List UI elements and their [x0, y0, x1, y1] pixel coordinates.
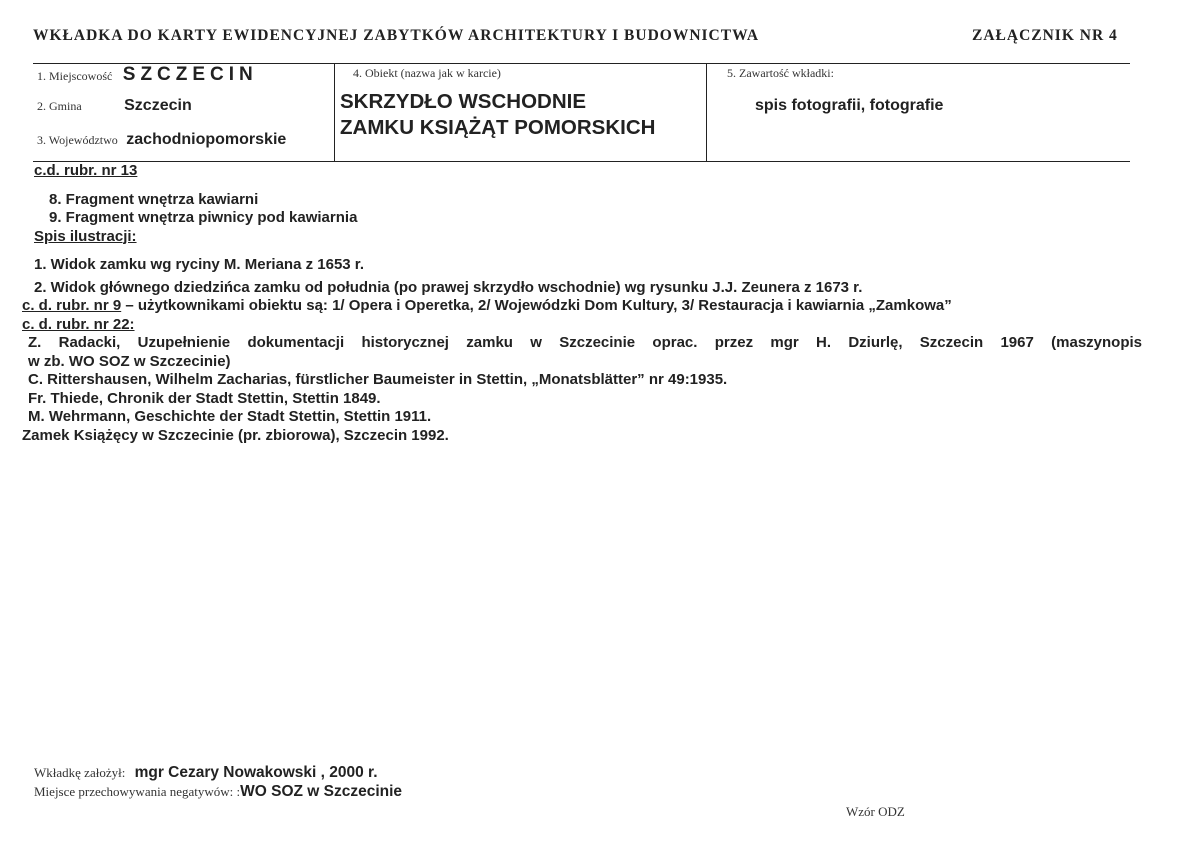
bibliography-item: Fr. Thiede, Chronik der Stadt Stettin, Stettin 1849.: [28, 389, 381, 407]
locality-field: [37, 64, 258, 86]
commune-label: 2. Gmina: [37, 99, 82, 113]
object-label: 4. Obiekt (nazwa jak w karcie): [353, 66, 501, 80]
template-code: Wzór ODZ: [846, 804, 905, 819]
bibliography-item: M. Wehrmann, Geschichte der Stadt Stettin, Stettin 1911.: [28, 408, 432, 425]
column-divider-2: [706, 63, 707, 161]
illustration-item: 2. Widok głównego dziedzińca zamku od południa (po prawej skrzydło wschodnie) wg rysunku J.J. Zeunera z 1673 r.: [34, 278, 863, 296]
annex-number: ZAŁĄCZNIK NR 4: [972, 27, 1118, 44]
author-value: mgr Cezary Nowakowski , 2000 r.: [134, 764, 378, 781]
voivodeship-value: zachodniopomorskie: [126, 131, 287, 148]
bibliography-item: Zamek Książęcy w Szczecinie (pr. zbiorowa), Szczecin 1992.: [22, 426, 449, 444]
section-heading-rubr-9: c. d. rubr. nr 9: [22, 297, 122, 314]
rubr-9-text: – użytkownikami obiektu są: 1/ Opera i Operetka, 2/ Wojewódzki Dom Kultury, 3/ Restauracja i kawiarnia „Zamkowa”: [121, 297, 952, 314]
locality-value: SZCZECIN: [122, 64, 258, 85]
section-rubr-9: [22, 297, 1142, 316]
bibliography-item-continuation: w zb. WO SOZ w Szczecinie): [28, 352, 231, 370]
illustration-item: 1. Widok zamku wg ryciny M. Meriana z 1653 r.: [34, 256, 364, 273]
form-title: WKŁADKA DO KARTY EWIDENCYJNEJ ZABYTKÓW ARCHITEKTURY I BUDOWNICTWA: [33, 27, 760, 44]
photo-list-item: 9. Fragment wnętrza piwnicy pod kawiarnia: [49, 209, 358, 226]
storage-line: [34, 783, 402, 801]
section-heading-rubr-22: c. d. rubr. nr 22:: [22, 315, 135, 333]
document-body: [22, 162, 1142, 445]
author-line: [34, 764, 378, 782]
voivodeship-field: [37, 131, 286, 149]
column-divider-1: [334, 63, 335, 161]
section-heading-illustrations: Spis ilustracji:: [34, 227, 137, 245]
section-heading-rubr-13: c.d. rubr. nr 13: [34, 162, 138, 179]
locality-label: 1. Miejscowość: [37, 69, 113, 83]
author-label: Wkładkę założył:: [34, 765, 126, 780]
storage-label: Miejsce przechowywania negatywów: :: [34, 784, 241, 799]
commune-value: Szczecin: [124, 97, 192, 114]
object-name-line2: ZAMKU KSIĄŻĄT POMORSKICH: [340, 116, 656, 139]
storage-value: WO SOZ w Szczecinie: [240, 783, 403, 800]
bibliography-item: C. Rittershausen, Wilhelm Zacharias, fürstlicher Baumeister in Stettin, „Monatsblätter” nr 49:1935.: [28, 371, 728, 388]
object-name-line1: SKRZYDŁO WSCHODNIE: [340, 90, 586, 113]
photo-list-item: 8. Fragment wnętrza kawiarni: [49, 190, 259, 208]
contents-value: spis fotografii, fotografie: [755, 97, 944, 114]
commune-field: [37, 97, 192, 115]
voivodeship-label: 3. Województwo: [37, 133, 118, 147]
bibliography-item: Z. Radacki, Uzupełnienie dokumentacji historycznej zamku w Szczecinie oprac. przez mgr H. Dziurlę, Szczecin 1967 (maszynopis: [28, 334, 1142, 351]
contents-label: 5. Zawartość wkładki:: [727, 66, 834, 80]
